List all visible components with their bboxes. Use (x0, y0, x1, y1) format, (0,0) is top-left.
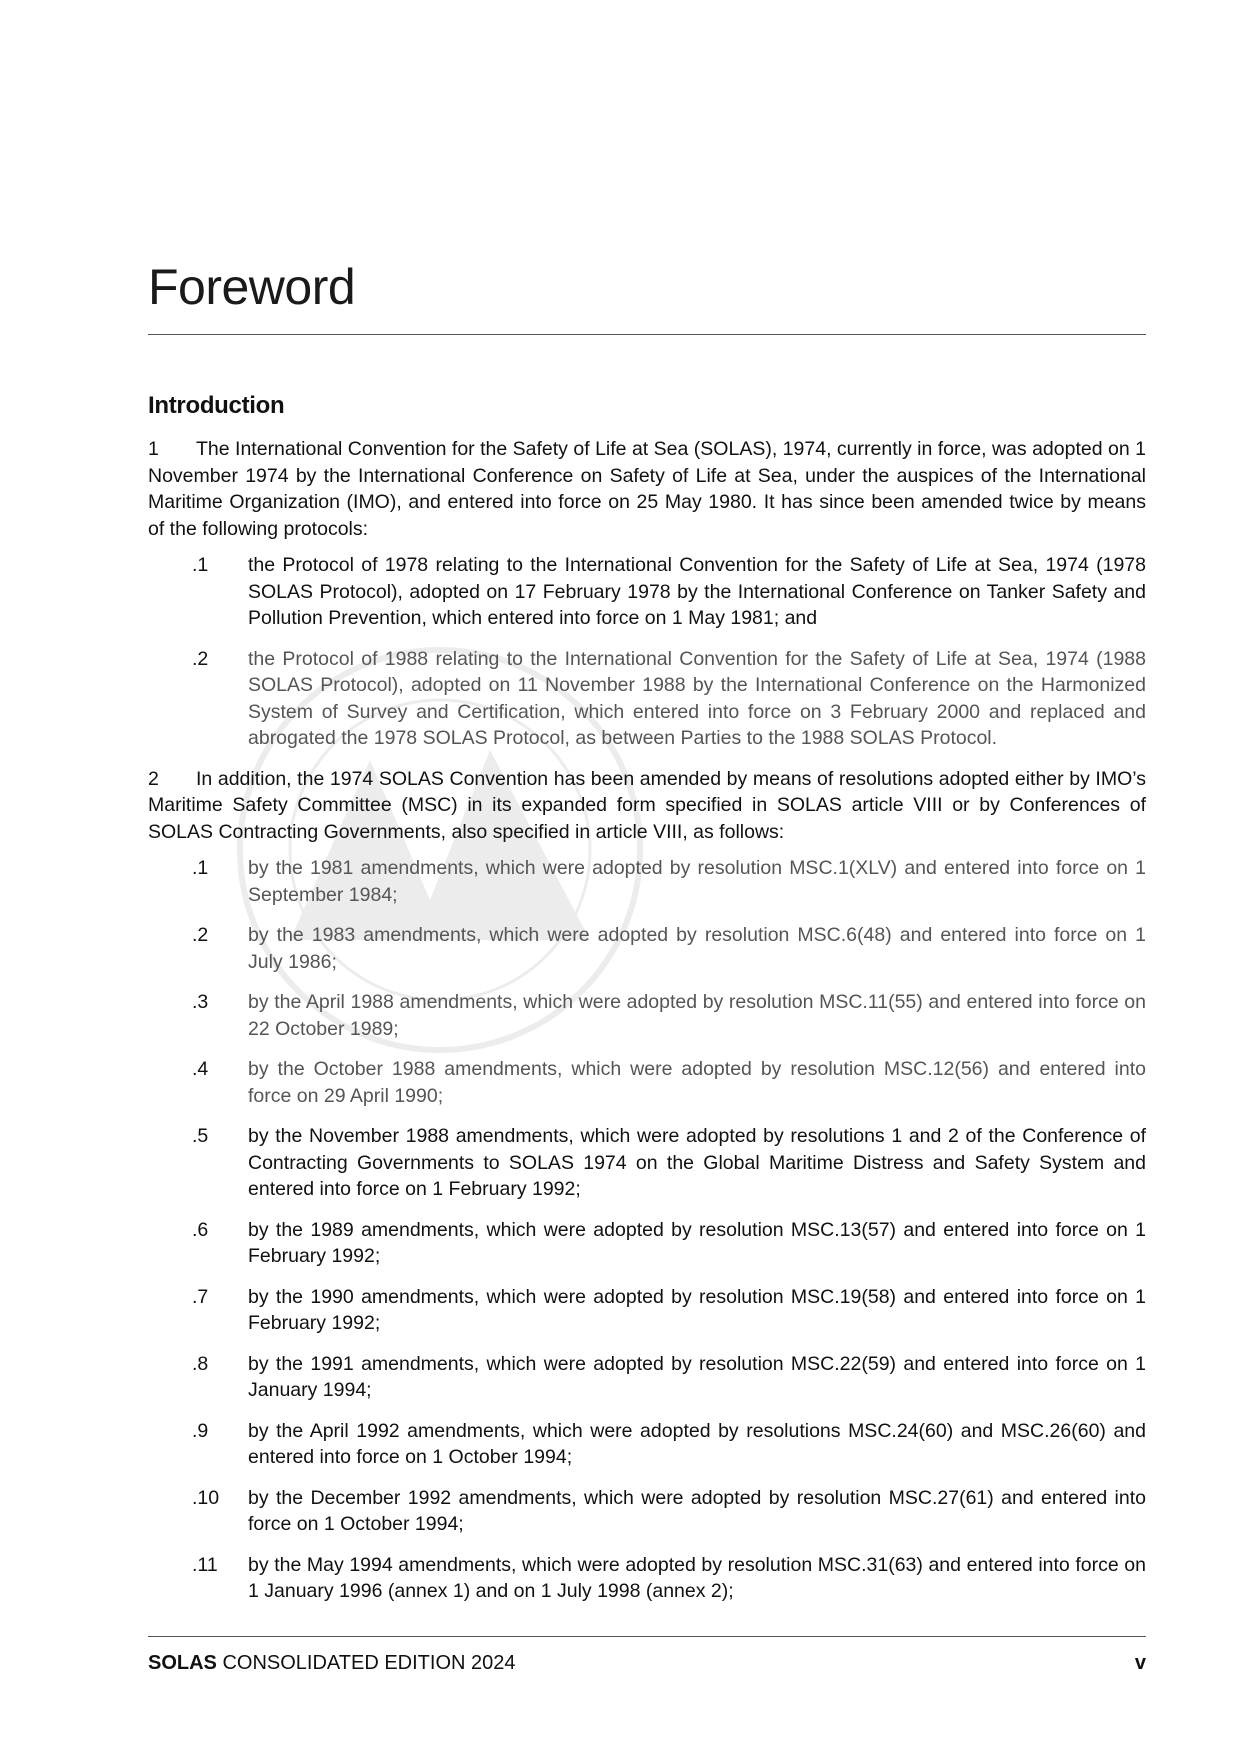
list-item (148, 1217, 1146, 1270)
list-item-number: .7 (192, 1285, 209, 1308)
list-item (148, 1552, 1146, 1605)
page-footer (148, 1652, 1146, 1675)
title-divider (148, 334, 1146, 335)
page-number: v (1134, 1652, 1146, 1674)
amendment-list (148, 855, 1146, 1605)
list-item-number: .2 (192, 647, 209, 670)
list-item-number: .4 (192, 1058, 209, 1080)
body-content (148, 436, 1146, 1619)
list-item-text: by the April 1992 amendments, which were adopted by resolutions MSC.24(60) and MSC.26(60) and entered into force on 1 October 1994; (248, 1419, 1146, 1468)
list-item (148, 922, 1146, 975)
paragraph-text: The International Convention for the Safety of Life at Sea (SOLAS), 1974, currently in force, was adopted on 1 November 1974 by the International Conference on Safety of Life at Sea, under the auspices of the International Maritime Organization (IMO), and entered into force on 25 May 1980. It has since been amended twice by means of the following protocols: (148, 438, 1146, 540)
list-item-text: by the 1991 amendments, which were adopted by resolution MSC.22(59) and entered into force on 1 January 1994; (248, 1352, 1146, 1401)
list-item-text: by the 1990 amendments, which were adopted by resolution MSC.19(58) and entered into force on 1 February 1992; (248, 1285, 1146, 1334)
list-item (148, 989, 1146, 1042)
list-item-number: .3 (192, 991, 209, 1013)
list-item (148, 1284, 1146, 1337)
list-item (148, 1056, 1146, 1109)
list-item (148, 1485, 1146, 1538)
list-item-text: by the 1989 amendments, which were adopted by resolution MSC.13(57) and entered into force on 1 February 1992; (248, 1218, 1146, 1267)
section-heading-introduction: Introduction (148, 392, 285, 419)
paragraph-number: 2 (148, 767, 159, 790)
list-item-number: .5 (192, 1125, 209, 1147)
list-item-text: by the 1981 amendments, which were adopted by resolution MSC.1(XLV) and entered into force on 1 September 1984; (248, 857, 1146, 906)
list-item-number: .1 (192, 554, 209, 576)
list-item (148, 552, 1146, 632)
list-item-number: .8 (192, 1352, 209, 1375)
footer-publication-rest: CONSOLIDATED EDITION 2024 (216, 1652, 516, 1674)
list-item (148, 1351, 1146, 1404)
list-item-text: by the May 1994 amendments, which were adopted by resolution MSC.31(63) and entered into force on 1 January 1996 (annex 1) and on 1 July 1998 (annex 2); (248, 1553, 1146, 1602)
list-item-number: .11 (192, 1553, 218, 1576)
list-item (148, 1123, 1146, 1203)
list-item-text: by the 1983 amendments, which were adopted by resolution MSC.6(48) and entered into force on 1 July 1986; (248, 924, 1146, 973)
list-item-number: .9 (192, 1419, 209, 1442)
list-item-text: by the October 1988 amendments, which were adopted by resolution MSC.12(56) and entered into force on 29 April 1990; (248, 1058, 1146, 1107)
paragraph-text: In addition, the 1974 SOLAS Convention has been amended by means of resolutions adopted either by IMO’s Maritime Safety Committee (MSC) in its expanded form specified in SOLAS article VIII or by Conferences of SOLAS Contracting Governments, also specified in article VIII, as follows: (148, 767, 1146, 843)
list-item-text: by the November 1988 amendments, which were adopted by resolutions 1 and 2 of the Conference of Contracting Governments to SOLAS 1974 on the Global Maritime Distress and Safety System and entered into force on 1 February 1992; (248, 1125, 1146, 1200)
paragraph-2 (148, 766, 1146, 846)
list-item-text: by the December 1992 amendments, which were adopted by resolution MSC.27(61) and entered into force on 1 October 1994; (248, 1486, 1146, 1535)
list-item (148, 855, 1146, 908)
protocol-list (148, 552, 1146, 752)
paragraph-1 (148, 436, 1146, 542)
list-item-number: .2 (192, 924, 209, 946)
list-item-text: the Protocol of 1988 relating to the International Convention for the Safety of Life at Sea, 1974 (1988 SOLAS Protocol), adopted on 11 November 1988 by the International Conference on the Harmonized System of Survey and Certification, which entered into force on 3 February 2000 and replaced and abrogated the 1978 SOLAS Protocol, as between Parties to the 1988 SOLAS Protocol. (248, 647, 1146, 749)
list-item-text: the Protocol of 1978 relating to the International Convention for the Safety of Life at Sea, 1974 (1978 SOLAS Protocol), adopted on 17 February 1978 by the International Conference on Tanker Safety and Pollution Prevention, which entered into force on 1 May 1981; and (248, 554, 1146, 629)
list-item-number: .1 (192, 857, 209, 879)
list-item (148, 646, 1146, 752)
list-item-text: by the April 1988 amendments, which were adopted by resolution MSC.11(55) and entered into force on 22 October 1989; (248, 991, 1146, 1040)
paragraph-number: 1 (148, 438, 159, 460)
list-item (148, 1418, 1146, 1471)
list-item-number: .10 (192, 1486, 220, 1509)
list-item-number: .6 (192, 1218, 209, 1241)
footer-publication-bold: SOLAS (148, 1652, 217, 1674)
page-title: Foreword (148, 259, 356, 315)
footer-divider (148, 1636, 1146, 1637)
